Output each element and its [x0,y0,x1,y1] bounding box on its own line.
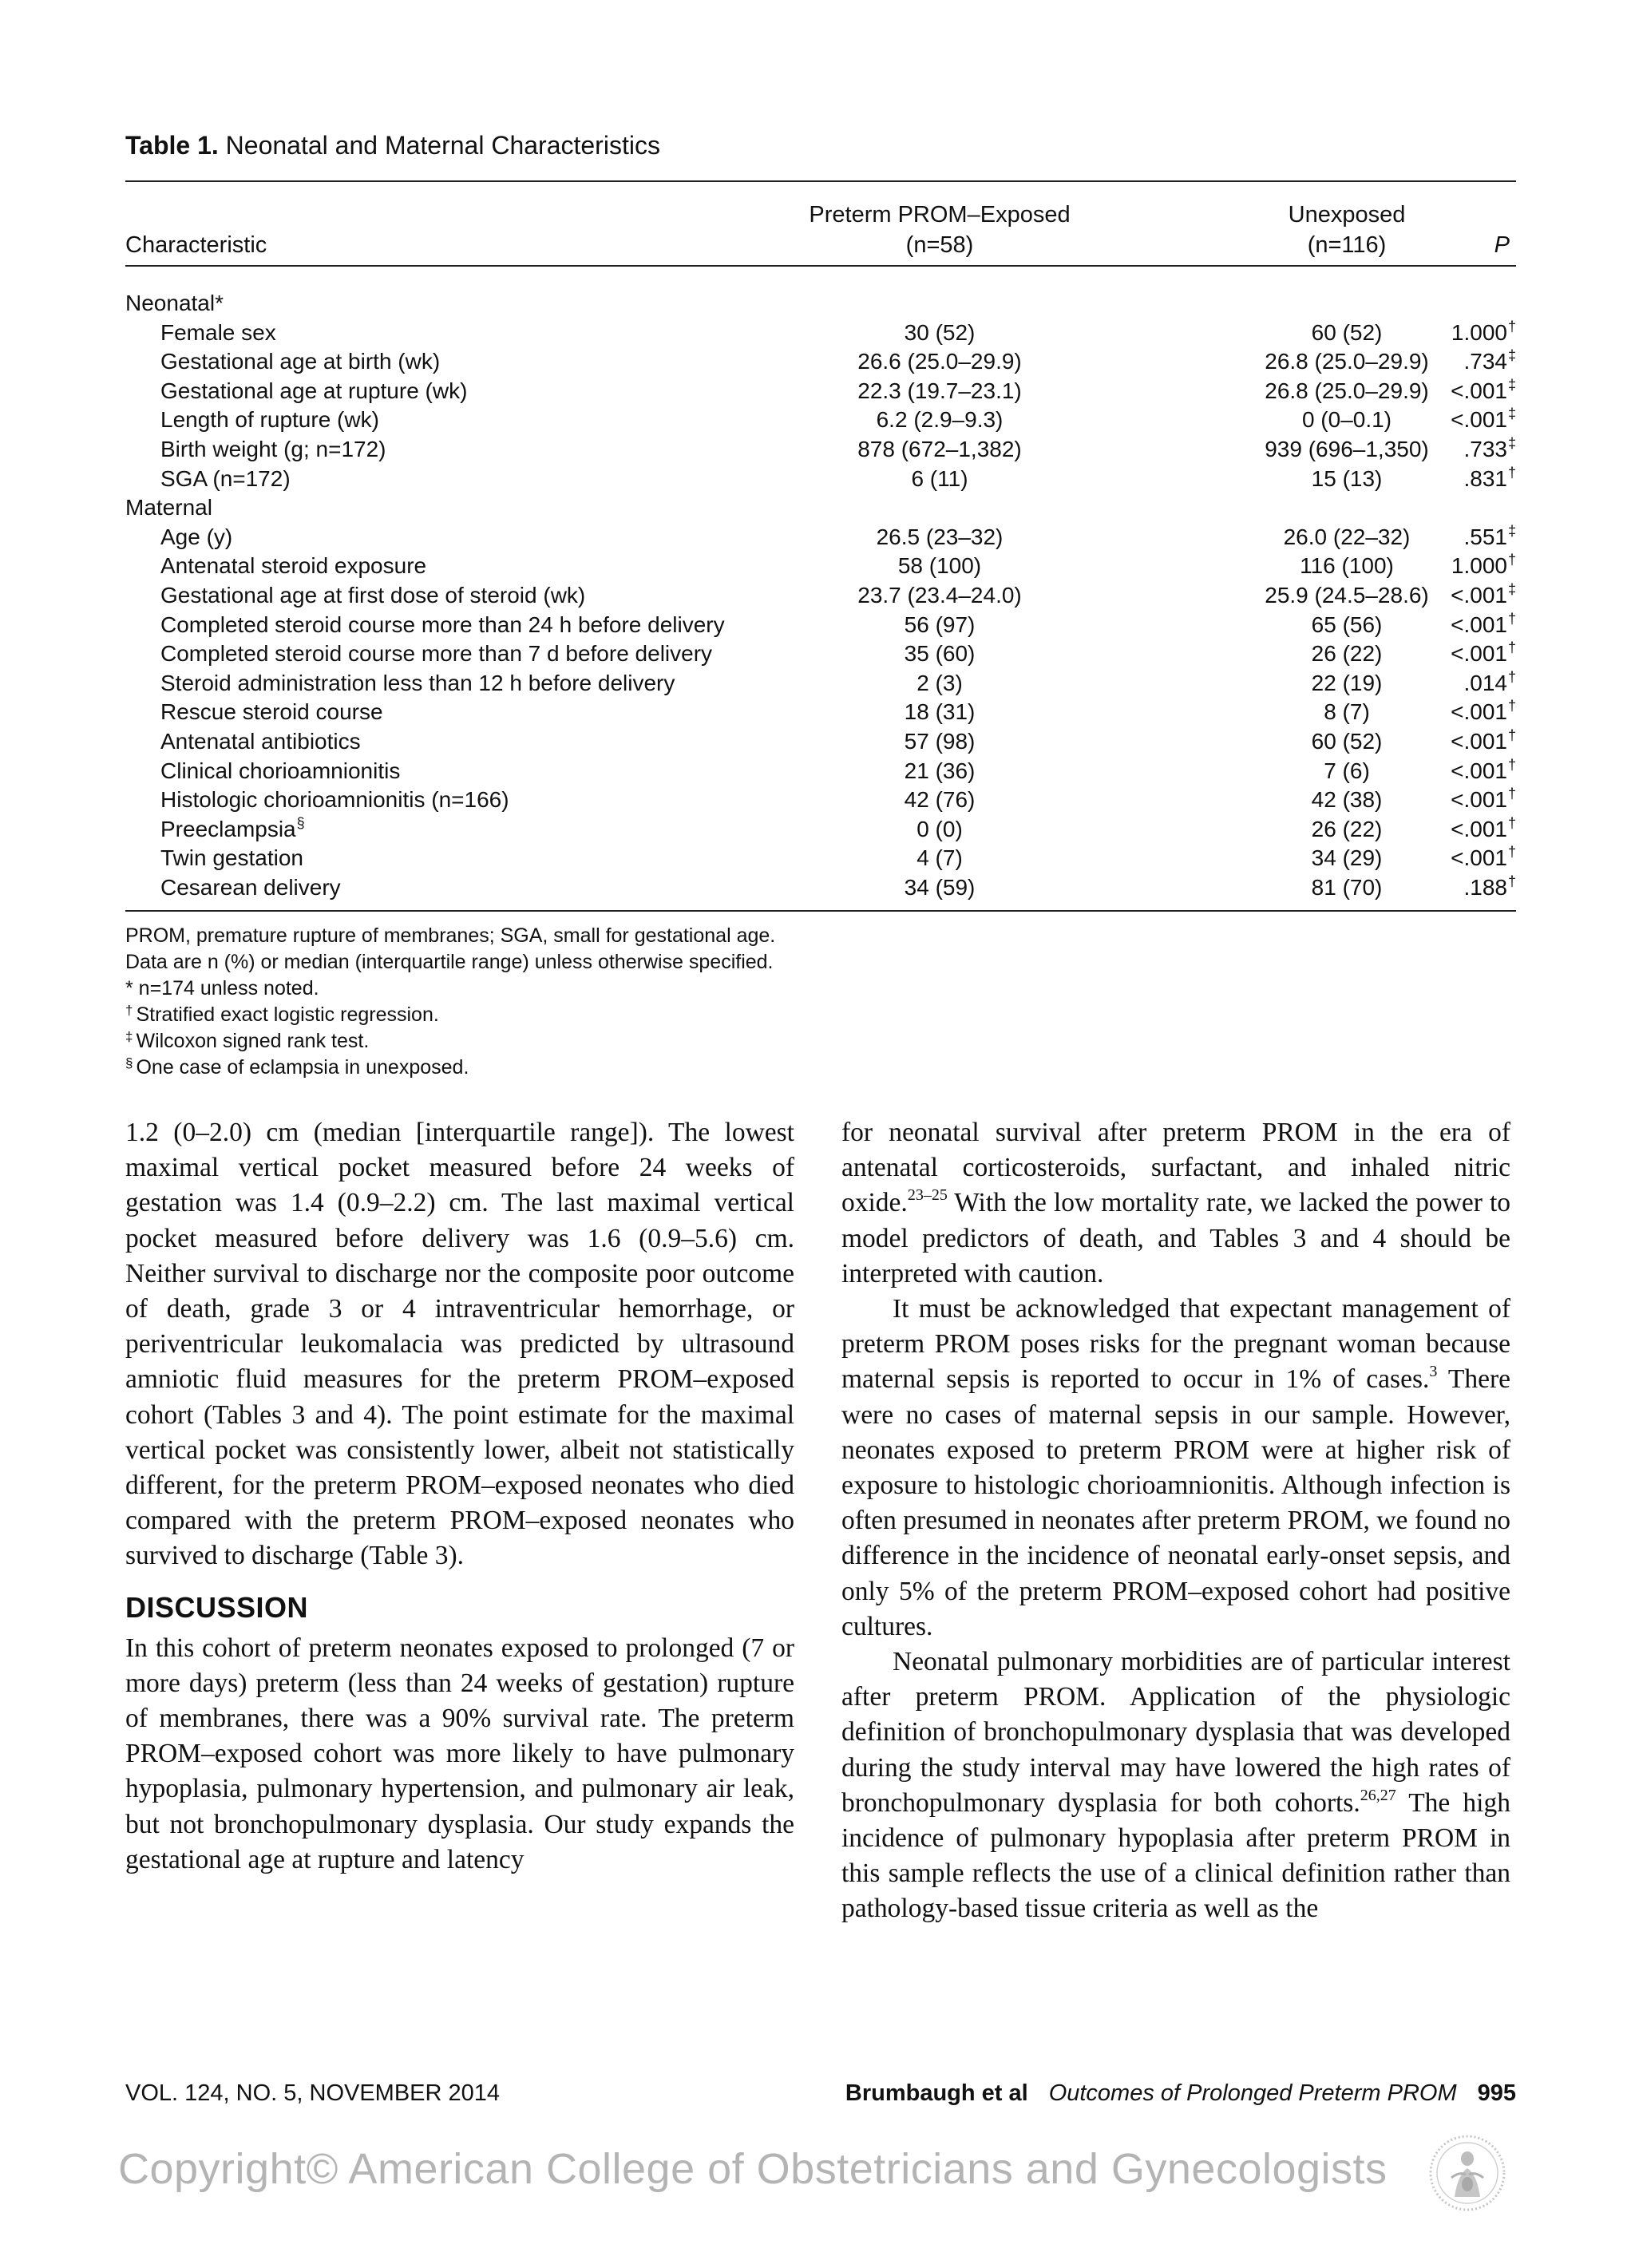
cell-p-value [1451,815,1516,845]
cell-unexposed: 65 (56) [1311,612,1383,637]
row-label-text: Completed steroid course more than 24 h before delivery [160,612,725,637]
row-label [160,377,467,406]
footnote-text: Wilcoxon signed rank test. [136,1030,370,1053]
cell-unexposed: 60 (52) [1311,319,1383,345]
paragraph-text: There were no cases of maternal sepsis in our sample. However, neonates exposed to preterm PROM were at higher risk of exposure to histologic chorioamnionitis. Although infection is often presumed in neonates after preterm PROM, we found no difference in the incidence of neonatal early-onset sepsis, and only 5% of the preterm PROM–exposed cohort had positive cultures. [841,1364,1510,1641]
footnote-marker: † [1507,756,1516,773]
row-label [160,523,232,552]
footnote-marker: ‡ [1507,406,1516,422]
cell-p-value [1451,319,1516,348]
row-label [160,669,675,699]
cell-prom-exposed: 4 (7) [916,845,963,871]
row-label [160,786,509,815]
table-row [125,377,1516,406]
header-characteristic: Characteristic [125,232,267,258]
footnote-marker: † [1507,639,1516,656]
cell-prom-exposed: 30 (52) [904,319,976,345]
header-prom-exposed [780,200,1099,260]
cell-unexposed: 939 (696–1,350) [1265,436,1429,461]
cell-prom-exposed: 2 (3) [916,670,963,695]
p-value-text: <.001 [1451,407,1507,433]
row-label [160,639,712,669]
cell-p-value [1451,611,1516,640]
cell-prom-exposed: 21 (36) [904,758,976,783]
cell-p-value [1451,639,1516,669]
p-value-text: <.001 [1451,758,1507,783]
row-label [125,493,212,523]
cell-unexposed: 26.8 (25.0–29.9) [1265,349,1429,374]
cell-prom-exposed: 35 (60) [904,641,976,667]
table-footnotes [125,923,1516,1081]
header-unexposed-title: Unexposed [1288,202,1406,228]
row-label [160,347,440,377]
footnote-marker: ‡ [1507,434,1516,451]
footnote-marker: † [1507,552,1516,568]
footnote-text: * n=174 unless noted. [125,977,319,1000]
cell-p-value [1451,844,1516,873]
table-row [125,552,1516,581]
row-label-text: Completed steroid course more than 7 d before delivery [160,641,713,667]
footnote-marker: § [125,1055,133,1071]
row-label-text: Female sex [160,319,276,345]
p-value-text: .831 [1463,465,1507,491]
cell-prom-exposed: 18 (31) [904,699,976,725]
header-unexposed-n: (n=116) [1307,232,1387,258]
cell-p-value [1451,727,1516,757]
footnote-marker: § [296,814,305,831]
cell-p-value [1463,465,1516,494]
header-prom-exposed-title: Preterm PROM–Exposed [809,202,1071,228]
p-value-text: <.001 [1451,728,1507,754]
paragraph-text: It must be acknowledged that expectant management of preterm PROM poses risks for the pregnant woman because maternal sepsis is reported to occur in 1% of cases. [841,1294,1510,1395]
table-caption [125,128,1516,163]
p-value-text: <.001 [1451,816,1507,841]
cell-prom-exposed: 0 (0) [916,816,963,841]
table-row [125,669,1516,699]
footnote-marker: ‡ [1507,347,1516,364]
row-label [160,552,426,581]
cell-prom-exposed: 57 (98) [904,728,976,754]
table-body [125,267,1516,910]
footer-volume: VOL. 124, NO. 5, NOVEMBER 2014 [125,2080,501,2106]
cell-p-value [1451,552,1516,581]
p-value-text: 1.000 [1451,319,1507,345]
row-label-text: Histologic chorioamnionitis (n=166) [160,787,509,813]
cell-unexposed: 0 (0–0.1) [1301,407,1392,433]
footnote-text: Data are n (%) or median (interquartile range) unless otherwise specified. [125,951,774,974]
row-label [160,727,361,757]
cell-unexposed: 26 (22) [1311,816,1383,841]
table-header [125,182,1516,265]
footnote [125,1002,1516,1028]
p-value-text: <.001 [1451,641,1507,667]
p-value-text: .734 [1463,349,1507,374]
table-row [125,465,1516,494]
row-label [160,815,305,845]
row-label-text: Neonatal* [125,291,224,315]
table-row [125,786,1516,815]
row-label [160,581,585,611]
row-label [160,465,291,494]
row-label-text: Maternal [125,495,212,520]
row-label-text: Birth weight (g; n=172) [160,436,386,461]
body-paragraph: 1.2 (0–2.0) cm (median [interquartile range]). The lowest maximal vertical pocket measured before 24 weeks of gestation was 1.4 (0.9–2.2) cm. The last maximal vertical pocket measured before delivery was 1.6 (0.9–5.6) cm. Neither survival to discharge nor the composite poor outcome of death, grade 3 or 4 intraventricular hemorrhage, or periventricular leukomalacia was predicted by ultrasound amniotic fluid measures for the preterm PROM–exposed cohort (Tables 3 and 4). The point estimate for the maximal vertical pocket was consistently lower, albeit not statistically different, for the preterm PROM–exposed neonates who died compared with the preterm PROM–exposed neonates who survived to discharge (Table 3). [125,1118,794,1571]
row-label-text: Steroid administration less than 12 h before delivery [160,670,675,695]
cell-unexposed: 7 (6) [1324,758,1370,783]
row-label-text: SGA (n=172) [160,465,291,491]
table-caption-label: Table 1. [125,131,219,160]
body-paragraph [841,1115,1510,1292]
footer-short-title: Outcomes of Prolonged Preterm PROM [1048,2080,1457,2106]
cell-unexposed: 26.0 (22–32) [1283,524,1411,549]
footnote-marker: † [1507,726,1516,743]
table-section-row [125,493,1516,523]
cell-p-value [1451,377,1516,406]
citation-ref[interactable]: 23–25 [907,1186,948,1205]
header-prom-exposed-n: (n=58) [905,232,974,258]
body-paragraph [841,1292,1510,1645]
footnote-marker: ‡ [1507,580,1516,597]
cell-prom-exposed: 26.6 (25.0–29.9) [857,349,1022,374]
row-label-text: Rescue steroid course [160,699,383,725]
citation-ref[interactable]: 3 [1429,1363,1438,1381]
cell-p-value [1451,698,1516,727]
footnote-marker: † [125,1003,133,1019]
cell-prom-exposed: 34 (59) [904,874,976,900]
cell-p-value [1451,757,1516,786]
p-value-text: .188 [1463,874,1507,900]
p-value-text: <.001 [1451,582,1507,608]
body-column-right [841,1115,1510,1927]
cell-unexposed: 34 (29) [1311,845,1383,871]
row-label-text: Age (y) [160,524,233,549]
running-footer [125,2076,1516,2111]
cell-unexposed: 26 (22) [1311,641,1383,667]
footnote-marker: † [1507,873,1516,889]
table-row [125,698,1516,727]
footnote-marker: † [1507,318,1516,334]
cell-prom-exposed: 6 (11) [911,465,968,491]
page-number: 995 [1477,2080,1516,2106]
paragraph-text: for neonatal survival after preterm PROM in the era of antenatal corticosteroids, surfactant, and inhaled nitric oxide. [841,1118,1510,1218]
cell-unexposed: 26.8 (25.0–29.9) [1265,378,1429,403]
p-value-text: <.001 [1451,787,1507,813]
table-1 [125,128,1516,1081]
footnote-marker: ‡ [1507,376,1516,393]
footnote-text: One case of eclampsia in unexposed. [136,1056,469,1079]
paragraph-text: The high incidence of pulmonary hypoplasia after preterm PROM in this sample reflects the use of a clinical definition rather than pathology-based tissue criteria as well as the [841,1787,1510,1924]
table-row [125,639,1516,669]
row-label [125,289,224,319]
cell-p-value [1451,581,1516,611]
footnote-marker: ‡ [125,1029,133,1045]
footnote-marker: † [1507,698,1516,714]
cell-prom-exposed: 22.3 (19.7–23.1) [857,378,1022,403]
cell-p-value [1463,347,1516,377]
cell-unexposed: 42 (38) [1311,787,1383,813]
table-row [125,319,1516,348]
footer-citation [845,2076,1516,2111]
table-section-row [125,289,1516,319]
cell-unexposed: 81 (70) [1311,874,1383,900]
row-label [160,406,379,435]
copyright-watermark: Copyright© American College of Obstetricians and Gynecologists [118,2145,1388,2193]
table-row [125,873,1516,903]
row-label-text: Preeclampsia [160,816,296,841]
row-label-text: Length of rupture (wk) [160,407,379,433]
row-label-text: Gestational age at first dose of steroid (wk) [160,582,586,608]
college-seal-icon [1427,2133,1507,2213]
footnote [125,1028,1516,1055]
header-p-value: P [1494,232,1510,258]
p-value-text: .733 [1463,436,1507,461]
p-value-text: <.001 [1451,845,1507,871]
footnote-text: PROM, premature rupture of membranes; SGA, small for gestational age. [125,924,776,948]
row-label-text: Antenatal steroid exposure [160,553,427,579]
row-label [160,319,276,348]
footnote [125,976,1516,1002]
cell-prom-exposed: 42 (76) [904,787,976,813]
body-column-left [125,1115,794,1878]
cell-prom-exposed: 878 (672–1,382) [857,436,1022,461]
table-row [125,611,1516,640]
footnote-marker: † [1507,464,1516,481]
header-unexposed [1235,200,1459,260]
table-row [125,523,1516,552]
row-label-text: Gestational age at birth (wk) [160,349,441,374]
cell-prom-exposed: 23.7 (23.4–24.0) [857,582,1022,608]
p-value-text: .551 [1463,524,1507,549]
p-value-text: <.001 [1451,612,1507,637]
cell-prom-exposed: 56 (97) [904,612,976,637]
row-label [160,873,341,903]
row-label [160,435,386,465]
table-row [125,435,1516,465]
footnote-text: Stratified exact logistic regression. [136,1003,439,1027]
footnote-marker: † [1507,814,1516,831]
footer-authors: Brumbaugh et al [845,2080,1028,2106]
cell-prom-exposed: 26.5 (23–32) [876,524,1004,549]
row-label-text: Cesarean delivery [160,874,341,900]
cell-unexposed: 15 (13) [1311,465,1383,491]
footnote-marker: ‡ [1507,522,1516,539]
p-value-text: <.001 [1451,378,1507,403]
body-paragraph: In this cohort of preterm neonates exposed to prolonged (7 or more days) preterm (less than 24 weeks of gestation) rupture of membranes, there was a 90% survival rate. The preterm PROM–exposed cohort was more likely to have pulmonary hypoplasia, pulmonary hypertension, and pulmonary air leak, but not bronchopulmonary dysplasia. Our study expands the gestational age at rupture and latency [125,1633,794,1874]
cell-unexposed: 25.9 (24.5–28.6) [1265,582,1429,608]
table-row [125,757,1516,786]
cell-prom-exposed: 58 (100) [897,553,982,579]
table-caption-title: Neonatal and Maternal Characteristics [225,131,660,160]
cell-p-value [1463,523,1516,552]
cell-p-value [1463,435,1516,465]
row-label [160,844,303,873]
table-row [125,581,1516,611]
row-label-text: Clinical chorioamnionitis [160,758,401,783]
paragraph-text: With the low mortality rate, we lacked the power to model predictors of death, and Tables 3 and 4 should be interpreted with caution. [841,1188,1510,1288]
section-heading-discussion: DISCUSSION [125,1590,309,1624]
row-label-text: Antenatal antibiotics [160,728,361,754]
footnote-marker: † [1507,786,1516,802]
table-row [125,815,1516,845]
cell-prom-exposed: 6.2 (2.9–9.3) [876,407,1004,433]
footnote [125,923,1516,949]
footnote-marker: † [1507,668,1516,685]
citation-ref[interactable]: 26,27 [1360,1786,1396,1804]
p-value-text: <.001 [1451,699,1507,725]
p-value-text: .014 [1463,670,1507,695]
row-label-text: Twin gestation [160,845,303,871]
cell-unexposed: 116 (100) [1300,553,1394,579]
table-row [125,844,1516,873]
footnote [125,1055,1516,1081]
cell-p-value [1463,873,1516,903]
table-row [125,347,1516,377]
cell-unexposed: 22 (19) [1311,670,1383,695]
row-label [160,757,400,786]
cell-unexposed: 8 (7) [1324,699,1370,725]
p-value-text: 1.000 [1451,553,1507,579]
body-paragraph [841,1645,1510,1927]
table-row [125,406,1516,435]
row-label-text: Gestational age at rupture (wk) [160,378,468,403]
paragraph-text: Neonatal pulmonary morbidities are of particular interest after preterm PROM. Application of the physiologic definition of bronchopulmonary dysplasia that was developed during the study interval may have lowered the high rates of bronchopulmonary dysplasia for both cohorts. [841,1647,1510,1818]
footnote [125,949,1516,976]
table-row [125,727,1516,757]
cell-unexposed: 60 (52) [1311,728,1383,754]
cell-p-value [1451,406,1516,435]
cell-p-value [1463,669,1516,699]
footnote-marker: † [1507,844,1516,861]
cell-p-value [1451,786,1516,815]
row-label [160,611,725,640]
row-label [160,698,383,727]
footnote-marker: † [1507,610,1516,627]
table-bottom-rule [125,910,1516,912]
